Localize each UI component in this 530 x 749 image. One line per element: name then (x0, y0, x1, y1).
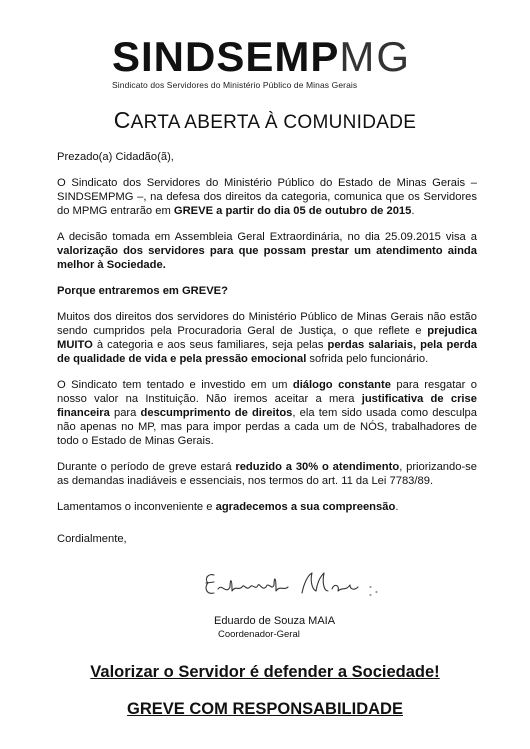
p6-text-a: Lamentamos o inconveniente e (57, 501, 216, 513)
paragraph-2 (57, 230, 477, 272)
signer-name: Eduardo de Souza MAIA (214, 615, 336, 627)
p1-text-c: . (411, 205, 415, 217)
p4-text-c: para resgatar o nosso valor na Instituição. Não iremos aceitar a mera (57, 379, 477, 405)
p3-text-e: sofrida pelo funcionário. (306, 353, 429, 365)
paragraph-4 (57, 378, 477, 448)
title-initial: C (113, 107, 131, 133)
sindsemp-logo (112, 33, 432, 80)
p5-emphasis: reduzido a 30% o atendimento (235, 461, 400, 473)
p1-strike-date: GREVE a partir do dia 05 de outubro de 2015 (173, 205, 412, 217)
title-rest: ARTA ABERTA À COMUNIDADE (130, 112, 417, 133)
paragraph-6 (57, 500, 477, 514)
handwritten-signature (200, 565, 390, 605)
p3-text-a: Muitos dos direitos dos servidores do Ministério Público de Minas Gerais não estão sendo cumpridos pela Procuradoria Geral de Justiça, o que reflete e (57, 311, 477, 337)
p5-text-c: , priorizando-se as demandas inadiáveis e essenciais, nos termos do art. 11 da Lei 7783/89. (57, 461, 477, 487)
paragraph-5 (57, 460, 477, 488)
logo-subtitle: Sindicato dos Servidores do Ministério Público de Minas Gerais (112, 80, 358, 90)
greeting-text: Prezado(a) Cidadão(ã), (57, 151, 174, 163)
p4-emphasis-d: justificativa de crise financeira (57, 393, 477, 419)
paragraph-1 (57, 176, 477, 218)
letter-body (57, 150, 477, 558)
p4-emphasis-b: diálogo constante (292, 379, 391, 391)
p3-emphasis-b: prejudica MUITO (57, 325, 477, 351)
letter-title (0, 107, 530, 134)
logo-main: SINDSEMP (112, 33, 340, 80)
question-heading (57, 284, 477, 298)
slogan-valorizar: Valorizar o Servidor é defender a Sociedade! (90, 663, 440, 681)
p6-text-c: . (395, 501, 399, 513)
paragraph-3 (57, 310, 477, 366)
p3-text-c: à categoria e aos seus familiares, seja pelas (92, 339, 328, 351)
letterhead (112, 33, 432, 90)
p4-emphasis-f: descumprimento de direitos (140, 407, 293, 419)
signer-role: Coordenador-Geral (218, 629, 300, 640)
p5-text-a: Durante o período de greve estará (57, 461, 236, 473)
logo-suffix: MG (339, 33, 412, 80)
p1-text-a: O Sindicato dos Servidores do Ministério Público do Estado de Minas Gerais – SINDSEMPMG –, na defesa dos direitos da categoria, comunica que os Servidores do MPMG entrarão em (57, 177, 477, 217)
p2-text-a: A decisão tomada em Assembleia Geral Extraordinária, no dia 25.09.2015 visa a (57, 231, 477, 243)
signature-block (190, 565, 430, 645)
p4-text-a: O Sindicato tem tentado e investido em um (57, 379, 293, 391)
p2-emphasis: valorização dos servidores para que possam prestar um atendimento ainda melhor à Sociedade. (57, 245, 477, 271)
p4-text-g: , ela tem sido usada como desculpa não apenas no MP, mas para impor perdas a cada um de NÓS, trabalhadores de todo o Estado de Minas Gerais. (57, 407, 478, 447)
slogan-greve: GREVE COM RESPONSABILIDADE (127, 700, 403, 718)
question-text: Porque entraremos em GREVE? (57, 285, 228, 297)
p4-text-e: para (109, 407, 141, 419)
closing (57, 532, 477, 546)
p3-emphasis-d: perdas salariais, pela perda de qualidade de vida e pela pressão emocional (57, 339, 478, 365)
p6-emphasis: agradecemos a sua compreensão (215, 501, 396, 513)
closing-text: Cordialmente, (57, 533, 127, 545)
greeting (57, 150, 477, 164)
